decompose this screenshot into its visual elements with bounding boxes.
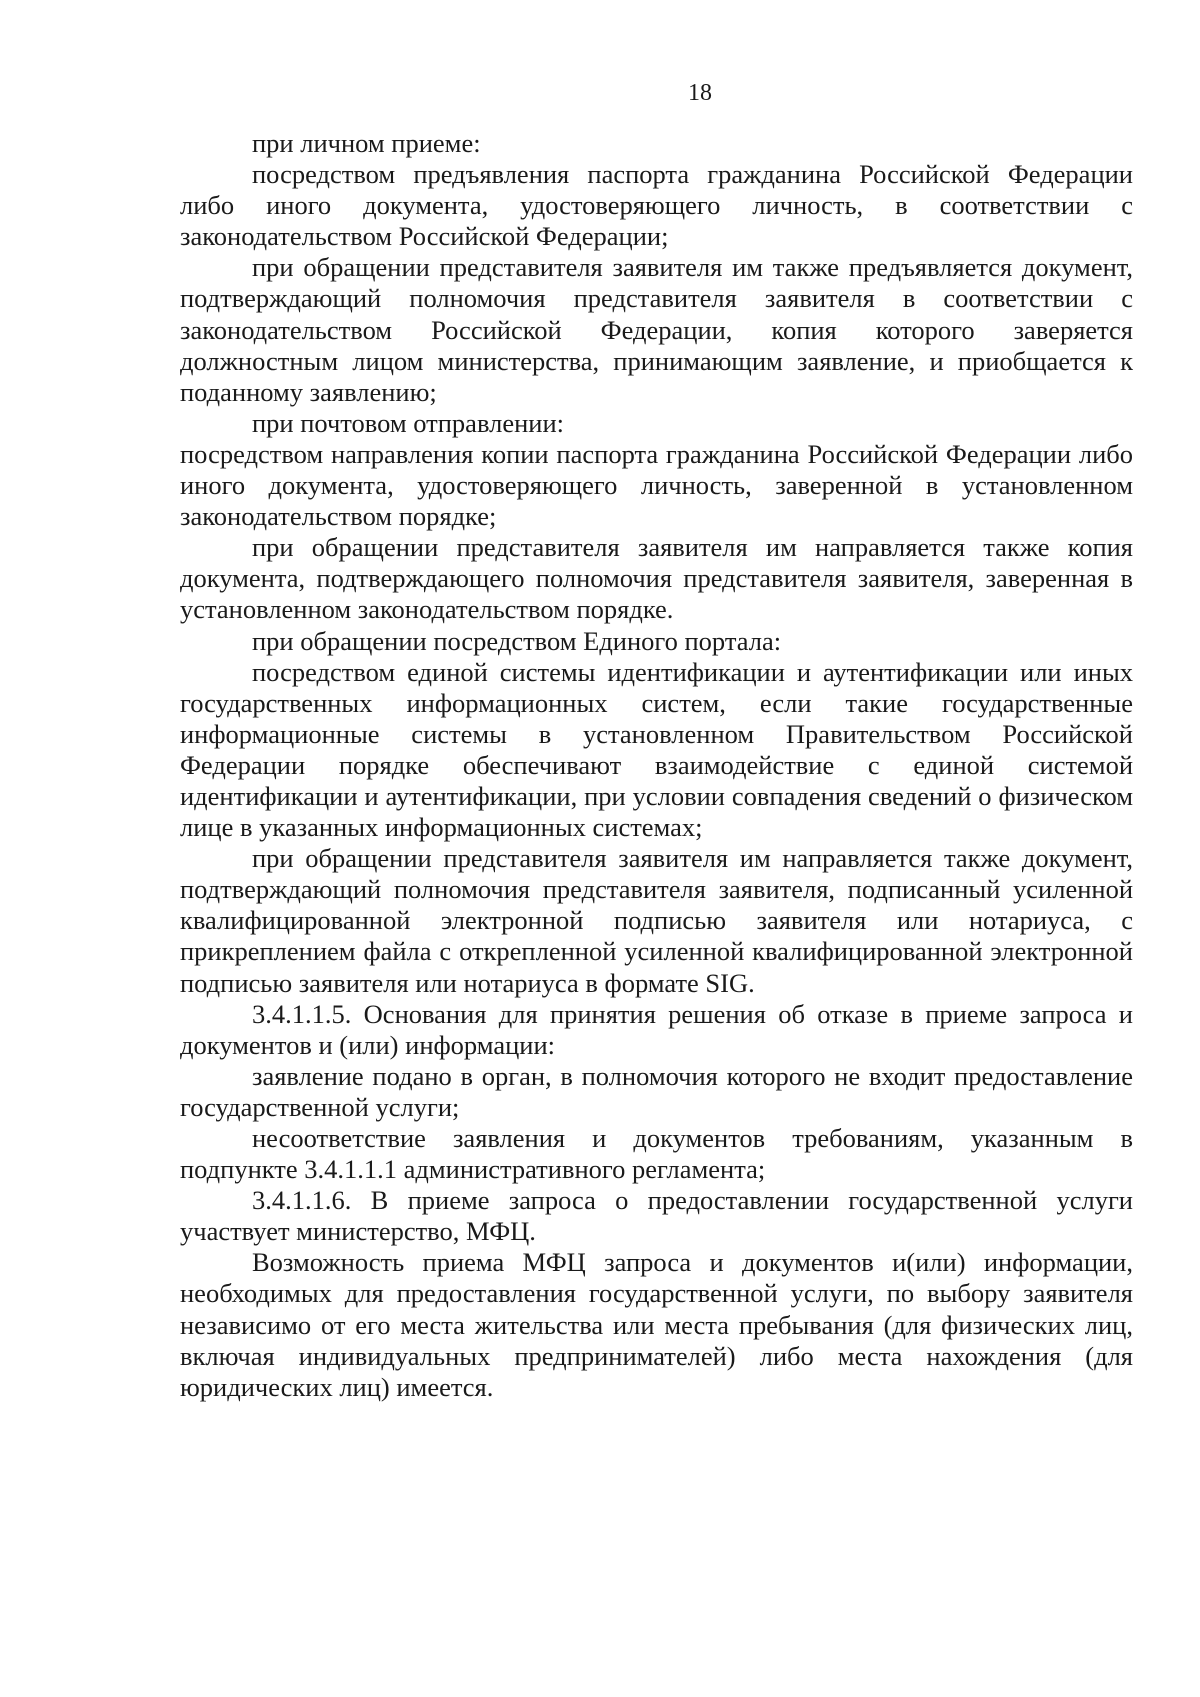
paragraph: заявление подано в орган, в полномочия которого не входит предоставление государственной услуги; (180, 1060, 1133, 1122)
paragraph: при почтовом отправлении: (252, 407, 564, 438)
paragraph: посредством направления копии паспорта гражданина Российской Федерации либо иного документа, удостоверяющего личность, заверенной в установленном законодательством порядке; (180, 438, 1133, 532)
document-body (180, 128, 1133, 1403)
paragraph: при обращении представителя заявителя им также предъявляется документ, подтверждающий полномочия представителя заявителя в соответствии с законодательством Российской Федерации, копия которого заверяется должностным лицом министерства, принимающим заявление, и приобщается к поданному заявлению; (180, 252, 1133, 407)
paragraph: посредством предъявления паспорта гражданина Российской Федерации либо иного документа, удостоверяющего личность, в соответствии с законодательством Российской Федерации; (180, 159, 1133, 252)
paragraph: посредством единой системы идентификации и аутентификации или иных государственных информационных систем, если такие государственные информационные системы в установленном Правительством Российской Федерации порядке обеспечивают взаимодействие с единой системой идентификации и аутентификации, при условии совпадения сведений о физическом лице в указанных информационных системах; (180, 656, 1133, 843)
paragraph: Возможность приема МФЦ запроса и документов и(или) информации, необходимых для предоставления государственной услуги, по выбору заявителя независимо от его места жительства или места пребывания (для физических лиц, включая индивидуальных предпринимателей) либо места нахождения (для юридических лиц) имеется. (180, 1247, 1133, 1402)
paragraph: при личном приеме: (252, 128, 481, 158)
paragraph: несоответствие заявления и документов требованиям, указанным в подпункте 3.4.1.1.1 административного регламента; (180, 1123, 1133, 1185)
paragraph: при обращении посредством Единого портала: (252, 625, 782, 656)
paragraph: 3.4.1.1.6. В приеме запроса о предоставлении государственной услуги участвует министерство, МФЦ. (180, 1185, 1133, 1247)
page-number: 18 (688, 80, 712, 106)
paragraph: 3.4.1.1.5. Основания для принятия решения об отказе в приеме запроса и документов и (или) информации: (180, 998, 1133, 1060)
paragraph: при обращении представителя заявителя им направляется также документ, подтверждающий полномочия представителя заявителя, подписанный усиленной квалифицированной электронной подписью заявителя или нотариуса, с прикреплением файла с открепленной усиленной квалифицированной электронной подписью заявителя или нотариуса в формате SIG. (180, 843, 1133, 998)
paragraph: при обращении представителя заявителя им направляется также копия документа, подтверждающего полномочия представителя заявителя, заверенная в установленном законодательством порядке. (180, 532, 1133, 625)
